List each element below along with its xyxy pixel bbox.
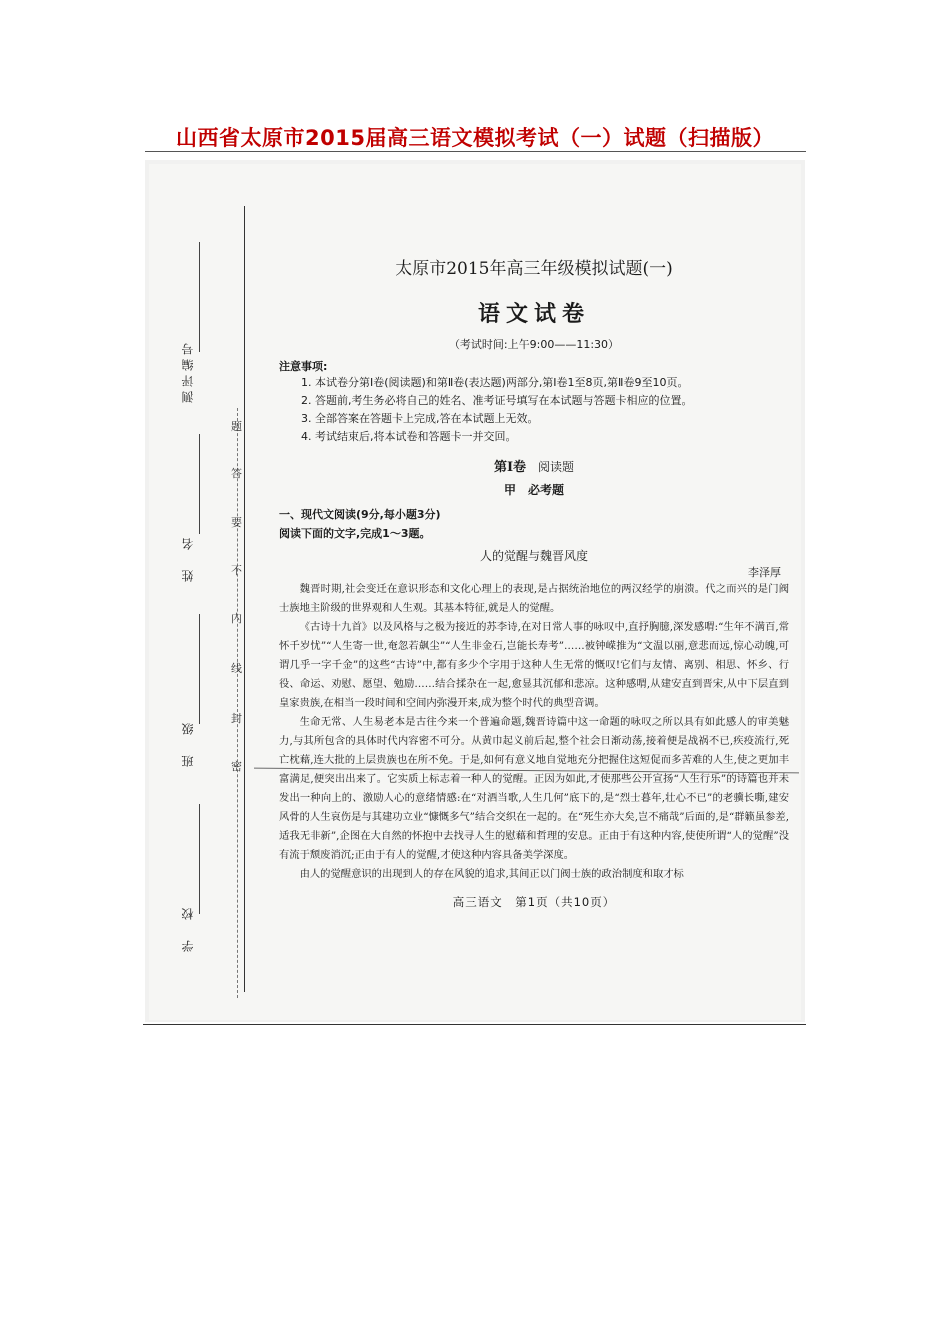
notes-title: 注意事项:: [279, 360, 328, 373]
section-heading: 甲 必考题: [503, 483, 564, 497]
top-rule: [145, 151, 806, 152]
page-footer: 高三语文 第1页（共10页）: [452, 895, 616, 909]
field-name-line: [199, 434, 200, 534]
field-class: 班 级: [181, 719, 195, 767]
seal-char: 答: [231, 467, 242, 480]
question-instruction: 阅读下面的文字,完成1～3题。: [279, 527, 431, 540]
seal-char: 要: [231, 516, 242, 529]
scanned-exam-image: [145, 160, 805, 1022]
field-eval-number: 测评编号: [181, 339, 195, 403]
bottom-rule: [143, 1024, 806, 1025]
exam-time: （考试时间:上午9:00——11:30）: [448, 338, 620, 351]
article-paragraph: 由人的觉醒意识的出现到人的存在风貌的追求,其间正以门阀士族的政治制度和取才标: [299, 868, 684, 880]
part-label: 阅读题: [538, 460, 575, 474]
question-heading: 一、现代文阅读(9分,每小题3分): [279, 508, 441, 521]
article-paragraph: 生命无常、人生易老本是古往今来一个普遍命题,魏晋诗篇中这一命题的咏叹之所以具有如此感人的审美魅力,与其所包含的具体时代内容密不可分。从黄巾起义前后起,整个社会日渐动荡,接着便是战祸不已,疾疫流行,死亡枕藉,连大批的上层贵族也在所不免。于是,如何有意义地自觉地充分把握住这短促而多苦难的人生,使之更加丰富满足,便突出出来了。它实质上标志着一种人的觉醒。正因为如此,才使那些公开宣扬“人生行乐”的诗篇也并未发出一种向上的、激励人心的意绪情感:在“对酒当歌,人生几何”底下的,是“烈士暮年,壮心不已”的老骥长嘶,建安风骨的人生哀伤是与其建功立业“慷慨多气”结合交织在一起的。在“死生亦大矣,岂不痛哉”后面的,是“群籁虽参差,适我无非新”,企图在大自然的怀抱中去找寻人生的慰藉和哲理的安息。正由于有这种内容,使使所谓“人的觉醒”没有流于颓废消沉;正由于有人的觉醒,才使这种内容具备美学深度。: [279, 716, 789, 861]
note-item: 2. 答题前,考生务必将自己的姓名、准考证号填写在本试题与答题卡相应的位置。: [301, 394, 693, 407]
part-number: 第Ⅰ卷: [493, 460, 527, 475]
seal-char: 线: [231, 662, 242, 675]
field-eval-number-line: [199, 242, 200, 352]
part-heading: [279, 456, 789, 475]
note-item: 3. 全部答案在答题卡上完成,答在本试题上无效。: [301, 412, 539, 425]
note-item: 1. 本试卷分第Ⅰ卷(阅读题)和第Ⅱ卷(表达题)两部分,第Ⅰ卷1至8页,第Ⅱ卷9至10页。: [301, 376, 689, 389]
seal-char: 题: [231, 420, 242, 433]
exam-paper: [149, 164, 801, 1020]
exam-header: 太原市2015年高三年级模拟试题(一): [395, 259, 673, 279]
field-school-line: [199, 804, 200, 914]
seal-char: 不: [231, 564, 242, 577]
seal-char: 内: [231, 612, 242, 625]
page-title: 山西省太原市2015届高三语文模拟考试（一）试题（扫描版）: [176, 126, 774, 150]
field-name: 姓 名: [181, 534, 195, 582]
note-item: 4. 考试结束后,将本试卷和答题卡一并交回。: [301, 430, 517, 443]
exam-content: [279, 254, 789, 910]
article-paragraph: 《古诗十九首》以及风格与之极为接近的苏李诗,在对日常人事的咏叹中,直抒胸臆,深发感喟:“生年不满百,常怀千岁忧”“人生寄一世,奄忽若飙尘”“人生非金石,岂能长寿考”……被钟嵘推为“文温以丽,意悲而远,惊心动魄,可谓几乎一字千金”的这些“古诗”中,都有多少个字用于这种人生无常的慨叹!它们与友情、离别、相思、怀乡、行役、命运、劝慰、愿望、勉励……结合揉杂在一起,愈显其沉郁和悲凉。这种感喟,从建安直到晋宋,从中下层直到皇家贵族,在相当一段时间和空间内弥漫开来,成为整个时代的典型音调。: [279, 621, 789, 709]
article-author: 李泽厚: [748, 566, 781, 579]
field-class-line: [199, 614, 200, 724]
field-school: 学 校: [181, 904, 195, 952]
seal-char: 密: [231, 760, 242, 773]
seal-char: 封: [231, 712, 242, 725]
seal-line: [237, 408, 238, 998]
exam-subject: 语文试卷: [477, 301, 590, 327]
article-paragraph: 魏晋时期,社会变迁在意识形态和文化心理上的表现,是占据统治地位的两汉经学的崩溃。代之而兴的是门阀士族地主阶级的世界观和人生观。其基本特征,就是人的觉醒。: [279, 583, 789, 614]
article-title: 人的觉醒与魏晋风度: [479, 549, 588, 563]
binding-line: [244, 206, 245, 992]
